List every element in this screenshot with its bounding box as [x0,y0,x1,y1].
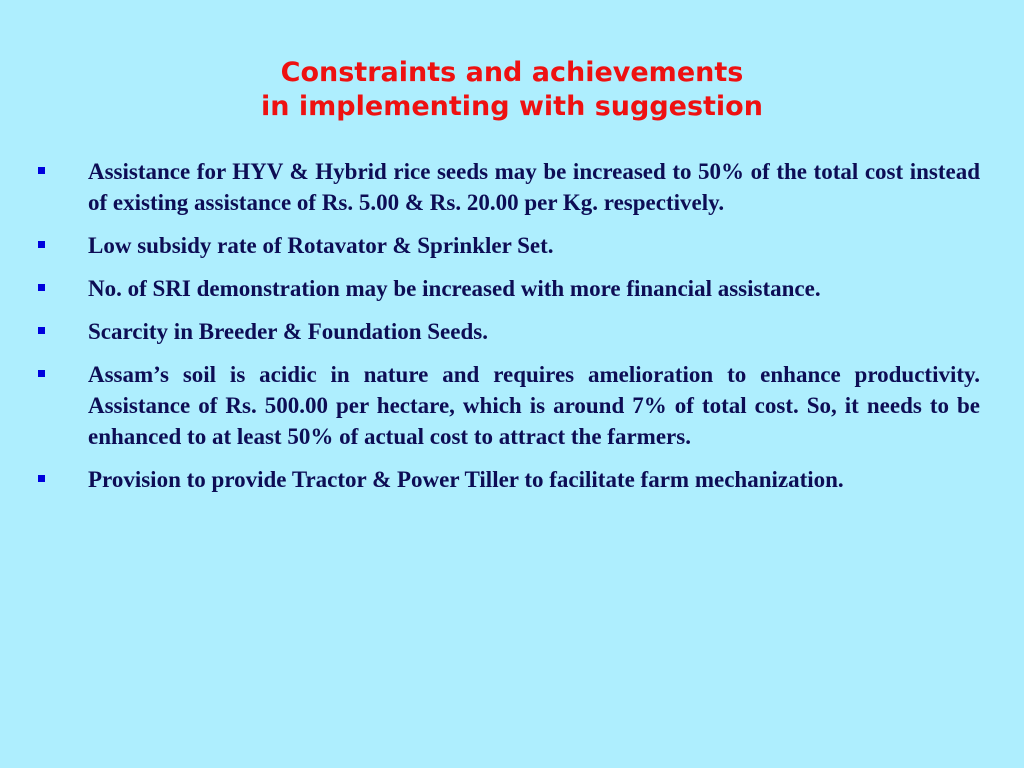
square-bullet-icon [38,370,45,377]
bullet-text: Scarcity in Breeder & Foundation Seeds. [88,319,488,344]
bullet-text: Low subsidy rate of Rotavator & Sprinkler Set. [88,233,554,258]
square-bullet-icon [38,241,45,248]
title-line-2: in implementing with suggestion [261,91,763,122]
bullet-item-farm-mechanization [38,464,980,495]
bullet-text: No. of SRI demonstration may be increased with more financial assistance. [88,276,821,301]
square-bullet-icon [38,475,45,482]
bullet-item-seed-scarcity [38,316,980,347]
square-bullet-icon [38,167,45,174]
title-line-1: Constraints and achievements [280,57,744,88]
bullet-item-seed-assistance [38,156,980,218]
bullet-item-soil-amelioration [38,359,980,452]
bullet-item-sri-demonstration [38,273,980,304]
bullet-item-subsidy-rate [38,230,980,261]
square-bullet-icon [38,327,45,334]
bullet-text: Provision to provide Tractor & Power Tiller to facilitate farm mechanization. [88,467,844,492]
bullet-text: Assam’s soil is acidic in nature and requires amelioration to enhance productivity. Assistance of Rs. 500.00 per hectare, which is around 7% of total cost. So, it needs to be enhanced to at least 50% of actual cost to attract the farmers. [88,362,980,449]
bullet-text: Assistance for HYV & Hybrid rice seeds may be increased to 50% of the total cost instead of existing assistance of Rs. 5.00 & Rs. 20.00 per Kg. respectively. [88,159,980,215]
bullet-list [38,156,980,507]
slide-title [0,56,1024,124]
square-bullet-icon [38,284,45,291]
